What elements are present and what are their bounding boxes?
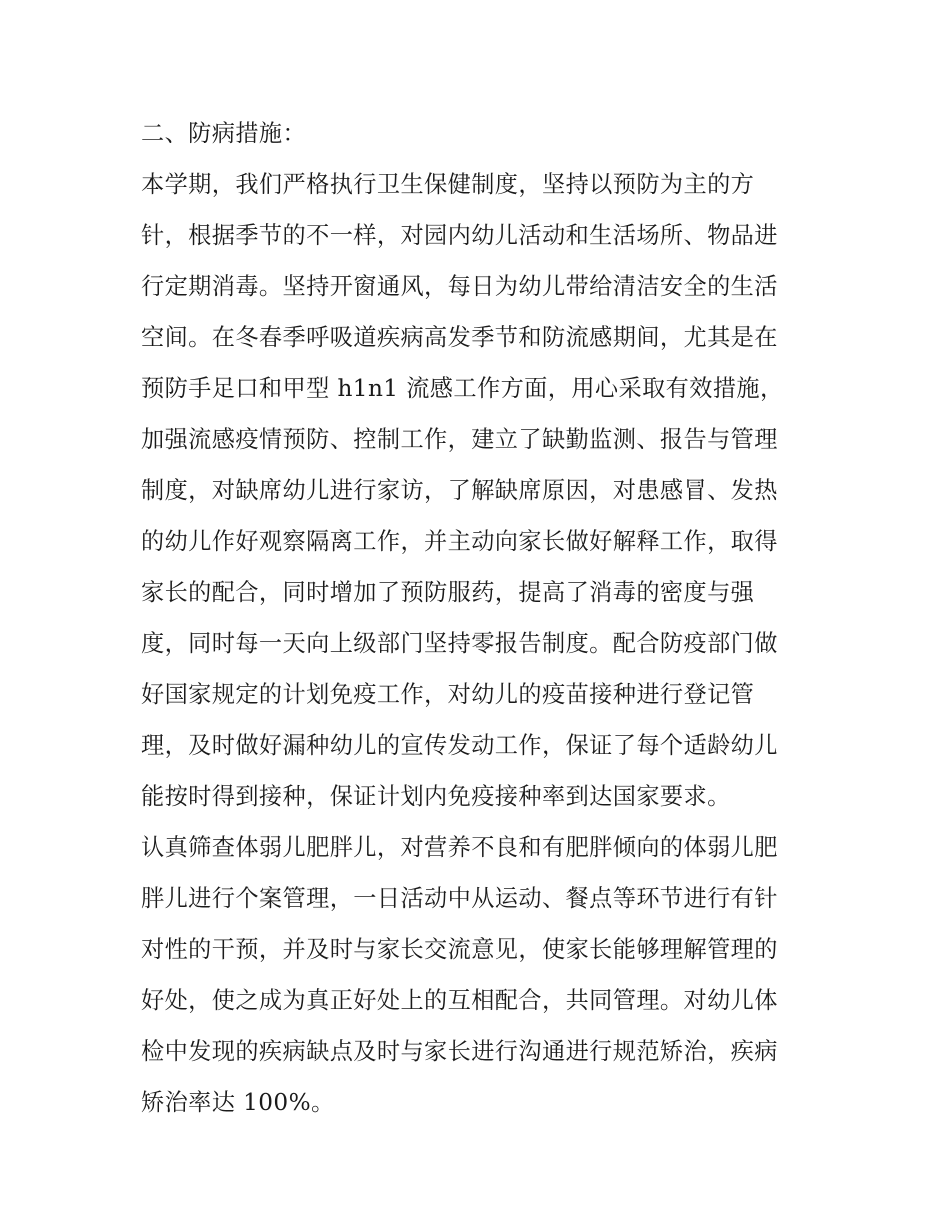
paragraph-line: 理，及时做好漏种幼儿的宣传发动工作，保证了每个适龄幼儿 bbox=[141, 732, 778, 759]
document-body bbox=[141, 108, 813, 1128]
paragraph-line: 好国家规定的计划免疫工作，对幼儿的疫苗接种进行登记管 bbox=[141, 681, 755, 708]
paragraph-prevention-measures bbox=[141, 159, 813, 822]
paragraph-line: 家长的配合，同时增加了预防服药，提高了消毒的密度与强 bbox=[141, 579, 755, 606]
paragraph-weak-obese-children bbox=[141, 822, 813, 1128]
paragraph-line: 检中发现的疾病缺点及时与家长进行沟通进行规范矫治，疾病 bbox=[141, 1038, 778, 1065]
paragraph-line: 胖儿进行个案管理，一日活动中从运动、餐点等环节进行有针 bbox=[141, 885, 778, 912]
paragraph-line: 好处，使之成为真正好处上的互相配合，共同管理。对幼儿体 bbox=[141, 987, 778, 1014]
paragraph-line: 对性的干预，并及时与家长交流意见，使家长能够理解管理的 bbox=[141, 936, 778, 963]
paragraph-line: 加强流感疫情预防、控制工作，建立了缺勤监测、报告与管理 bbox=[141, 426, 778, 453]
paragraph-line: 能按时得到接种，保证计划内免疫接种率到达国家要求。 bbox=[141, 783, 731, 810]
paragraph-line: 针，根据季节的不一样，对园内幼儿活动和生活场所、物品进 bbox=[141, 222, 778, 249]
section-heading: 二、防病措施： bbox=[141, 120, 307, 147]
paragraph-line: 空间。在冬春季呼吸道疾病高发季节和防流感期间，尤其是在 bbox=[141, 324, 778, 351]
paragraph-line: 的幼儿作好观察隔离工作，并主动向家长做好解释工作，取得 bbox=[141, 528, 778, 555]
paragraph-line: 本学期，我们严格执行卫生保健制度，坚持以预防为主的方 bbox=[141, 171, 755, 198]
paragraph-line: 行定期消毒。坚持开窗通风，每日为幼儿带给清洁安全的生活 bbox=[141, 273, 778, 300]
paragraph-line: 制度，对缺席幼儿进行家访，了解缺席原因，对患感冒、发热 bbox=[141, 477, 778, 504]
paragraph-line: 度，同时每一天向上级部门坚持零报告制度。配合防疫部门做 bbox=[141, 630, 778, 657]
paragraph-line: 预防手足口和甲型 h1n1 流感工作方面，用心采取有效措施， bbox=[141, 375, 784, 402]
paragraph-line: 矫治率达 100%。 bbox=[141, 1089, 335, 1116]
paragraph-line: 认真筛查体弱儿肥胖儿，对营养不良和有肥胖倾向的体弱儿肥 bbox=[141, 834, 778, 861]
